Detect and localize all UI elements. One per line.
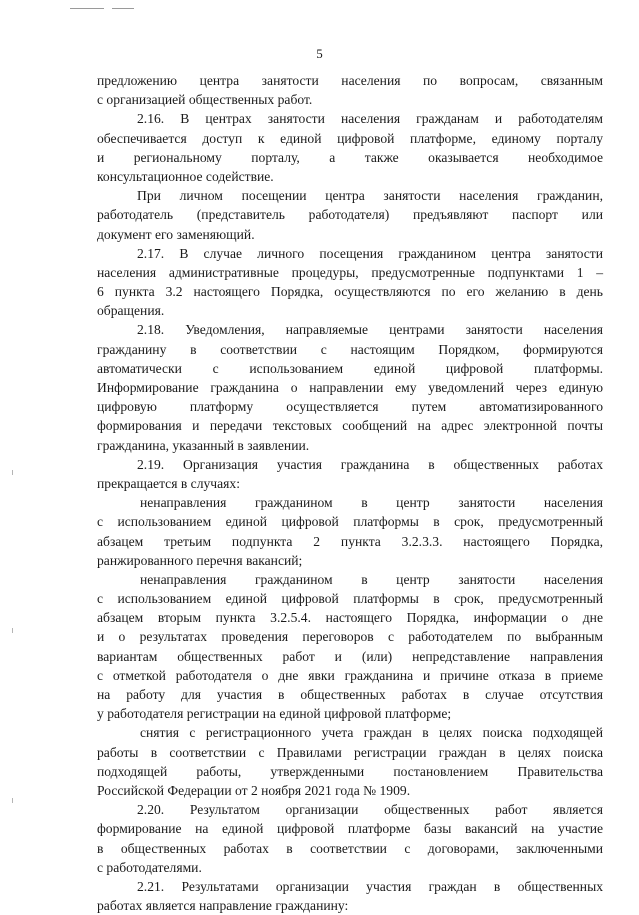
- text-line: работы в соответствии с Правилами регистрации граждан в целях поиска: [97, 744, 603, 760]
- text-line: прекращается в случаях:: [97, 475, 240, 491]
- text-line: у работодателя регистрации на единой цифровой платформе;: [97, 706, 452, 722]
- text-line: автоматически с использованием единой цифровой платформы.: [97, 360, 603, 376]
- text-line: и региональному порталу, а также оказывается необходимое: [97, 149, 603, 165]
- text-line: 2.16. В центрах занятости населения гражданам и работодателям: [137, 111, 603, 127]
- text-line: формирования и передачи текстовых сообщений на адрес электронной почты: [97, 418, 603, 434]
- text-line: цифровую платформу осуществляется путем автоматизированного: [97, 399, 603, 415]
- scan-artifact: [112, 8, 134, 9]
- text-line: формирование на единой цифровой платформе базы вакансий на участие: [97, 821, 603, 837]
- text-line: консультационное содействие.: [97, 168, 274, 184]
- page-number: 5: [316, 46, 323, 61]
- text-line: 2.20. Результатом организации общественных работ является: [137, 802, 603, 818]
- text-line: 2.19. Организация участия гражданина в общественных работах: [137, 456, 603, 472]
- text-line: подходящей работы, утвержденными постановлением Правительства: [97, 763, 603, 779]
- text-line: документ его заменяющий.: [97, 226, 255, 242]
- margin-mark: [12, 470, 13, 475]
- text-line: предложению центра занятости населения по вопросам, связанным: [97, 73, 603, 88]
- text-line: в общественных работах в соответствии с договорами, заключенными: [97, 840, 603, 856]
- text-line: с использованием единой цифровой платформы в срок, предусмотренный: [97, 514, 603, 530]
- document-body: [97, 71, 603, 915]
- text-line: абзацем вторым пункта 3.2.5.4. настоящего Порядка, информации о дне: [97, 610, 603, 626]
- text-line: гражданину в соответствии с настоящим Порядком, формируются: [97, 341, 603, 357]
- text-line: ненаправления гражданином в центр занятости населения: [140, 495, 603, 511]
- scan-artifact: [70, 8, 104, 9]
- text-line: 6 пункта 3.2 настоящего Порядка, осуществляются по его желанию в день: [97, 284, 603, 300]
- text-line: работодатель (представитель работодателя) предъявляют паспорт или: [97, 207, 603, 223]
- text-line: ранжированного перечня вакансий;: [97, 552, 303, 568]
- text-line: 2.18. Уведомления, направляемые центрами занятости населения: [137, 322, 603, 338]
- text-line: с организацией общественных работ.: [97, 92, 313, 108]
- text-line: обеспечивается доступ к единой цифровой платформе, единому порталу: [97, 130, 603, 146]
- text-line: вариантам общественных работ и (или) непредставление направления: [97, 648, 603, 664]
- text-line: снятия с регистрационного учета граждан в целях поиска подходящей: [140, 725, 603, 741]
- text-line: 2.21. Результатами организации участия граждан в общественных: [137, 878, 603, 894]
- text-line: абзацем третьим подпункта 2 пункта 3.2.3.3. настоящего Порядка,: [97, 533, 603, 549]
- text-line: и о результатах проведения переговоров с работодателем по выбранным: [97, 629, 603, 645]
- text-line: обращения.: [97, 303, 165, 319]
- text-line: с работодателями.: [97, 859, 202, 875]
- margin-mark: [12, 628, 13, 633]
- text-line: работах является направление гражданину:: [97, 898, 349, 914]
- text-line: Российской Федерации от 2 ноября 2021 года № 1909.: [97, 782, 411, 798]
- text-line: с отметкой работодателя о дне явки гражданина и причине отказа в приеме: [97, 667, 603, 683]
- margin-mark: [12, 798, 13, 803]
- text-line: 2.17. В случае личного посещения гражданином центра занятости: [137, 245, 603, 261]
- text-line: с использованием единой цифровой платформы в срок, предусмотренный: [97, 591, 603, 607]
- text-line: При личном посещении центра занятости населения гражданин,: [137, 188, 603, 204]
- text-line: ненаправления гражданином в центр занятости населения: [140, 571, 603, 587]
- text-line: на работу для участия в общественных работах в случае отсутствия: [97, 687, 603, 702]
- text-line: населения административные процедуры, предусмотренные подпунктами 1 –: [97, 264, 603, 280]
- text-line: Информирование гражданина о направлении ему уведомлений через единую: [97, 380, 603, 395]
- text-line: гражданина, указанный в заявлении.: [97, 437, 310, 453]
